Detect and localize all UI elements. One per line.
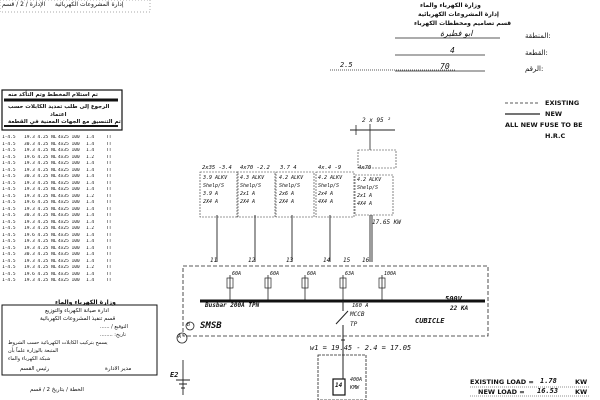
table-cell: 4x35 100 [58, 232, 80, 238]
table-cell: 4x35 100 [58, 213, 80, 218]
feeder-1-size: 2x35 -3.4 [202, 165, 232, 171]
table-cell: 4x35 100 [58, 174, 80, 179]
table-cell: 4x25 100 [58, 167, 80, 173]
stamp-line-5: تاريخ: ........ [100, 332, 126, 338]
table-cell: 19.3 4.25 NL [24, 206, 57, 212]
table-cell: 19.6 4.25 NL [24, 232, 57, 238]
table-cell: 19.3 4.25 NL [24, 226, 57, 231]
table-cell: 1.4 [86, 258, 95, 264]
table-cell: 1-4.5 [2, 180, 16, 186]
table-cell: 1.4 [86, 232, 95, 238]
table-cell: 19.3 4.25 NL [24, 148, 57, 153]
table-cell: 19.3 4.25 NL [24, 161, 57, 166]
legend-existing: EXISTING [545, 99, 580, 107]
table-cell: 4x25 100 [58, 258, 80, 264]
table-cell: 4x25 100 [58, 200, 80, 205]
left-corner-text: الإدارة / 2 / قسم [2, 1, 46, 8]
feeder-5-desc3: 2x1 A [357, 193, 373, 199]
node-a: A [178, 334, 182, 340]
table-cell: TT [106, 206, 112, 212]
node-11: 11 [210, 257, 218, 264]
fuse-5-rating: 100A [384, 271, 397, 277]
stamp-line-3: قسم تنفيذ المشروعات الكهربائية [40, 316, 116, 322]
existing-load-value: 1.78 [540, 377, 557, 385]
table-cell: 1.4 [86, 141, 95, 147]
stamp-body-3: شبكة الكهرباء والماء [8, 356, 51, 362]
feeder-4-desc1: 4.2 ALKV [318, 175, 343, 181]
table-cell: 19.3 4.25 NL [24, 167, 57, 173]
table-cell: TT [106, 148, 112, 153]
table-cell: 1.4 [86, 187, 95, 192]
bottom-left-note: الخطة / بتاريخ 2 / قسم [30, 387, 84, 393]
table-cell: TT [106, 187, 112, 192]
table-cell: 1.2 [86, 226, 95, 231]
table-cell: 1-4.5 [2, 278, 16, 283]
table-cell: TT [106, 180, 112, 186]
table-cell: 4x25 100 [58, 265, 80, 270]
left-note-2: الرجوع إلى طلب تمديد الكابلات حسب [8, 104, 110, 110]
breaker-type: TP [350, 321, 358, 328]
table-cell: TT [106, 219, 112, 225]
field-area-label: :المنطقة [525, 32, 551, 40]
table-cell: 1-4.5 [2, 141, 16, 147]
feeder-2-size: 4x70 -2.2 [240, 165, 270, 171]
table-cell: 1-4.5 [2, 135, 16, 140]
feeder-2-desc4: 2X4 A [240, 199, 256, 205]
table-cell: 1.4 [86, 245, 95, 251]
table-cell: 19.6 4.25 NL [24, 154, 57, 160]
table-cell: TT [106, 174, 112, 179]
feeder-2-desc1: 4.3 ALKV [240, 175, 265, 181]
table-cell: TT [106, 271, 112, 277]
table-cell: 1-4.5 [2, 200, 16, 205]
feeder-4-desc2: Shelp/S [318, 183, 340, 189]
table-cell: 4x25 100 [58, 161, 80, 166]
table-cell: 30.3 4.25 NL [24, 252, 57, 257]
table-cell: 1.4 [86, 167, 95, 173]
feeder-4-desc4: 4X4 A [318, 199, 334, 205]
fuse-1-rating: 60A [232, 271, 242, 277]
table-cell: 4x25 100 [58, 135, 80, 140]
left-note-1: تم استلام المخطط وتم التأكد منه [8, 92, 98, 98]
feeder-2-desc3: 2x1 A [240, 191, 256, 197]
new-load-unit: KW [575, 388, 588, 396]
ministry-line-2: إدارة المشروعات الكهربائية [418, 11, 499, 18]
table-row [2, 278, 120, 285]
fuse-4-rating: 63A [345, 271, 355, 277]
earth-label: E2 [170, 371, 179, 379]
table-cell: 1.4 [86, 271, 95, 277]
field-block-label: :القطعة [525, 49, 548, 57]
block-value: 4 [450, 46, 455, 55]
table-cell: TT [106, 258, 112, 264]
table-cell: 1.2 [86, 265, 95, 270]
feeder-5-desc1: 4.2 ALKV [357, 177, 382, 183]
fuse-2-rating: 60A [270, 271, 280, 277]
feeder-3-size: 3.7 4 [280, 165, 297, 171]
existing-load-label: EXISTING LOAD = [470, 378, 534, 386]
table-cell: 1.4 [86, 180, 95, 186]
table-cell: 1.4 [86, 219, 95, 225]
table-cell: TT [106, 154, 112, 160]
feeder-1-desc2: Shelp/S [203, 183, 225, 189]
table-cell: 1-4.5 [2, 258, 16, 264]
table-cell: 4x35 100 [58, 252, 80, 257]
table-cell: 1.4 [86, 206, 95, 212]
table-cell: 1-4.5 [2, 239, 16, 244]
table-cell: 1-4.5 [2, 252, 16, 257]
node-15: 15 [343, 257, 351, 264]
node-13: 13 [286, 257, 294, 264]
table-cell: 4x35 100 [58, 148, 80, 153]
table-cell: TT [106, 278, 112, 283]
table-cell: 4x25 100 [58, 226, 80, 231]
table-cell: 1-4.5 [2, 206, 16, 212]
ministry-line-1: وزارة الكهرباء والماء [420, 2, 481, 9]
feeder-2-desc2: Shelp/S [240, 183, 262, 189]
block-small-value: 2.5 [340, 61, 353, 69]
table-cell: 30.3 4.25 NL [24, 141, 57, 147]
feeder-3-desc4: 2X4 A [279, 199, 295, 205]
legend-hrc: H.R.C [545, 132, 566, 140]
table-cell: 4x35 100 [58, 154, 80, 160]
table-cell: 1.4 [86, 252, 95, 257]
area-value: ابو فطيرة [440, 29, 473, 38]
feeder-1-desc3: 3.9 A [203, 191, 219, 197]
table-cell: 1-4.5 [2, 219, 16, 225]
feeder-4-size: 4x.4 -9 [318, 165, 342, 171]
stamp-footer-left: رئيس القسم [20, 366, 50, 372]
stamp-line-2: ادارة صيانة الكهرباء والتوزيع [45, 308, 109, 314]
meter-kw: KMW [350, 385, 360, 391]
table-cell: 4x35 100 [58, 271, 80, 277]
table-cell: 19.3 4.25 NL [24, 135, 57, 140]
table-cell: TT [106, 252, 112, 257]
table-cell: 19.3 4.25 NL [24, 265, 57, 270]
table-cell: 1-4.5 [2, 174, 16, 179]
table-cell: 4x25 100 [58, 206, 80, 212]
new-load-label: NEW LOAD = [478, 388, 525, 396]
table-cell: TT [106, 167, 112, 173]
table-cell: 1-4.5 [2, 226, 16, 231]
table-cell: 19.6 4.25 NL [24, 200, 57, 205]
table-cell: TT [106, 239, 112, 244]
left-note-3: اعتماد [50, 112, 67, 118]
table-cell: TT [106, 232, 112, 238]
table-cell: 4x25 100 [58, 245, 80, 251]
table-cell: 1-4.5 [2, 148, 16, 153]
stamp-line-4: التوقيع / ...... [100, 324, 128, 330]
feeder-5-desc4: 4X4 A [357, 201, 373, 207]
table-cell: 19.3 4.25 NL [24, 239, 57, 244]
node-14: 14 [323, 257, 331, 264]
feeder-4-desc3: 2x4 A [318, 191, 334, 197]
existing-load-unit: KW [575, 378, 588, 386]
consumer-table [2, 135, 120, 285]
table-cell: 19.3 4.25 NL [24, 219, 57, 225]
table-cell: TT [106, 161, 112, 166]
field-no-label: :الرقم [525, 65, 544, 73]
feeder-3-desc3: 2x6 A [279, 191, 295, 197]
table-cell: TT [106, 245, 112, 251]
breaker-rating: 160 A [352, 303, 369, 309]
left-corner-text-2: إدارة المشروعات الكهربائية [55, 1, 124, 8]
stamp-body-1: يسمح بتركيب الكابلات الكهربائية حسب الشروط [8, 340, 108, 346]
legend-all-new-fuse: ALL NEW FUSE TO BE [505, 121, 583, 129]
table-cell: 19.3 4.25 NL [24, 258, 57, 264]
table-cell: 19.3 4.25 NL [24, 193, 57, 199]
table-cell: 19.3 4.25 NL [24, 278, 57, 283]
table-cell: 30.3 4.25 NL [24, 213, 57, 218]
stamp-body-2: المتبعة بالوزارة علماً بأن [8, 348, 59, 354]
table-cell: 1-4.5 [2, 232, 16, 238]
table-cell: 1.4 [86, 278, 95, 283]
table-cell: 4x25 100 [58, 180, 80, 186]
table-cell: TT [106, 226, 112, 231]
stamp-footer-right: مدير الادارة [105, 366, 132, 372]
table-cell: 1-4.5 [2, 154, 16, 160]
table-cell: 1.2 [86, 154, 95, 160]
stamp-line-1: وزارة الكهرباء والماء [55, 299, 116, 306]
table-cell: TT [106, 213, 112, 218]
table-cell: 4x35 100 [58, 193, 80, 199]
no-value: 70 [440, 62, 450, 71]
table-cell: 1.4 [86, 213, 95, 218]
table-cell: 1-4.5 [2, 167, 16, 173]
table-cell: 1-4.5 [2, 161, 16, 166]
table-cell: 1-4.5 [2, 187, 16, 192]
table-cell: 1.4 [86, 148, 95, 153]
node-16: 16 [362, 257, 370, 264]
table-cell: 4x25 100 [58, 141, 80, 147]
feeder-3-desc1: 4.2 ALKV [279, 175, 304, 181]
table-cell: TT [106, 265, 112, 270]
table-cell: 1.4 [86, 174, 95, 179]
table-cell: 1-4.5 [2, 213, 16, 218]
top-feeder-label: 2 x 95 ² [362, 117, 391, 124]
cubicle-label: CUBICLE [415, 317, 445, 325]
breaker-label: MCCB [350, 311, 365, 318]
feeder-1-desc4: 2X4 A [203, 199, 219, 205]
table-cell: TT [106, 200, 112, 205]
feeder-3-desc2: Shelp/S [279, 183, 301, 189]
table-cell: 19.3 4.25 NL [24, 187, 57, 192]
table-cell: 1-4.5 [2, 193, 16, 199]
meter-label: 14 [335, 382, 343, 389]
ministry-line-3: قسم تصاميم ومخططات الكهرباء [414, 20, 512, 27]
table-cell: 19.3 4.25 NL [24, 245, 57, 251]
smsb-label: SMSB [200, 321, 222, 331]
left-note-4: تم التنسيق مع الجهات المعنية في القطعة [8, 119, 121, 125]
feeder-1-desc1: 3.9 ALKV [203, 175, 228, 181]
feeder-5-desc2: Shelp/S [357, 185, 379, 191]
table-cell: 1.2 [86, 193, 95, 199]
spec-line: w1 = 19.45 - 2.4 = 17.05 [310, 344, 412, 352]
table-cell: 1.4 [86, 135, 95, 140]
feeder-5-size: 4x70 [358, 165, 372, 171]
busbar-label: Busbar 200A TPN [205, 302, 260, 309]
node-b: B [187, 322, 191, 328]
supply-ka: 22 KA [450, 305, 469, 312]
feeder-kw: 17.65 KW [372, 219, 401, 226]
table-cell: TT [106, 193, 112, 199]
table-cell: 4x25 100 [58, 219, 80, 225]
table-cell: 4x25 100 [58, 239, 80, 244]
meter-rating: 400A [350, 377, 363, 383]
table-cell: 1-4.5 [2, 271, 16, 277]
new-load-value: 16.53 [537, 387, 559, 395]
table-cell: 1.4 [86, 200, 95, 205]
table-cell: 1-4.5 [2, 245, 16, 251]
table-cell: 1.4 [86, 161, 95, 166]
table-cell: 4x25 100 [58, 278, 80, 283]
node-12: 12 [248, 257, 256, 264]
table-cell: 1.4 [86, 239, 95, 244]
supply-voltage: 500V [445, 295, 462, 303]
fuse-3-rating: 60A [307, 271, 317, 277]
table-cell: 30.3 4.25 NL [24, 174, 57, 179]
table-cell: 19.6 4.25 NL [24, 271, 57, 277]
table-cell: 1-4.5 [2, 265, 16, 270]
table-cell: 19.3 4.25 NL [24, 180, 57, 186]
table-cell: TT [106, 141, 112, 147]
legend-new: NEW [545, 110, 563, 118]
table-cell: TT [106, 135, 112, 140]
table-cell: 4x25 100 [58, 187, 80, 192]
